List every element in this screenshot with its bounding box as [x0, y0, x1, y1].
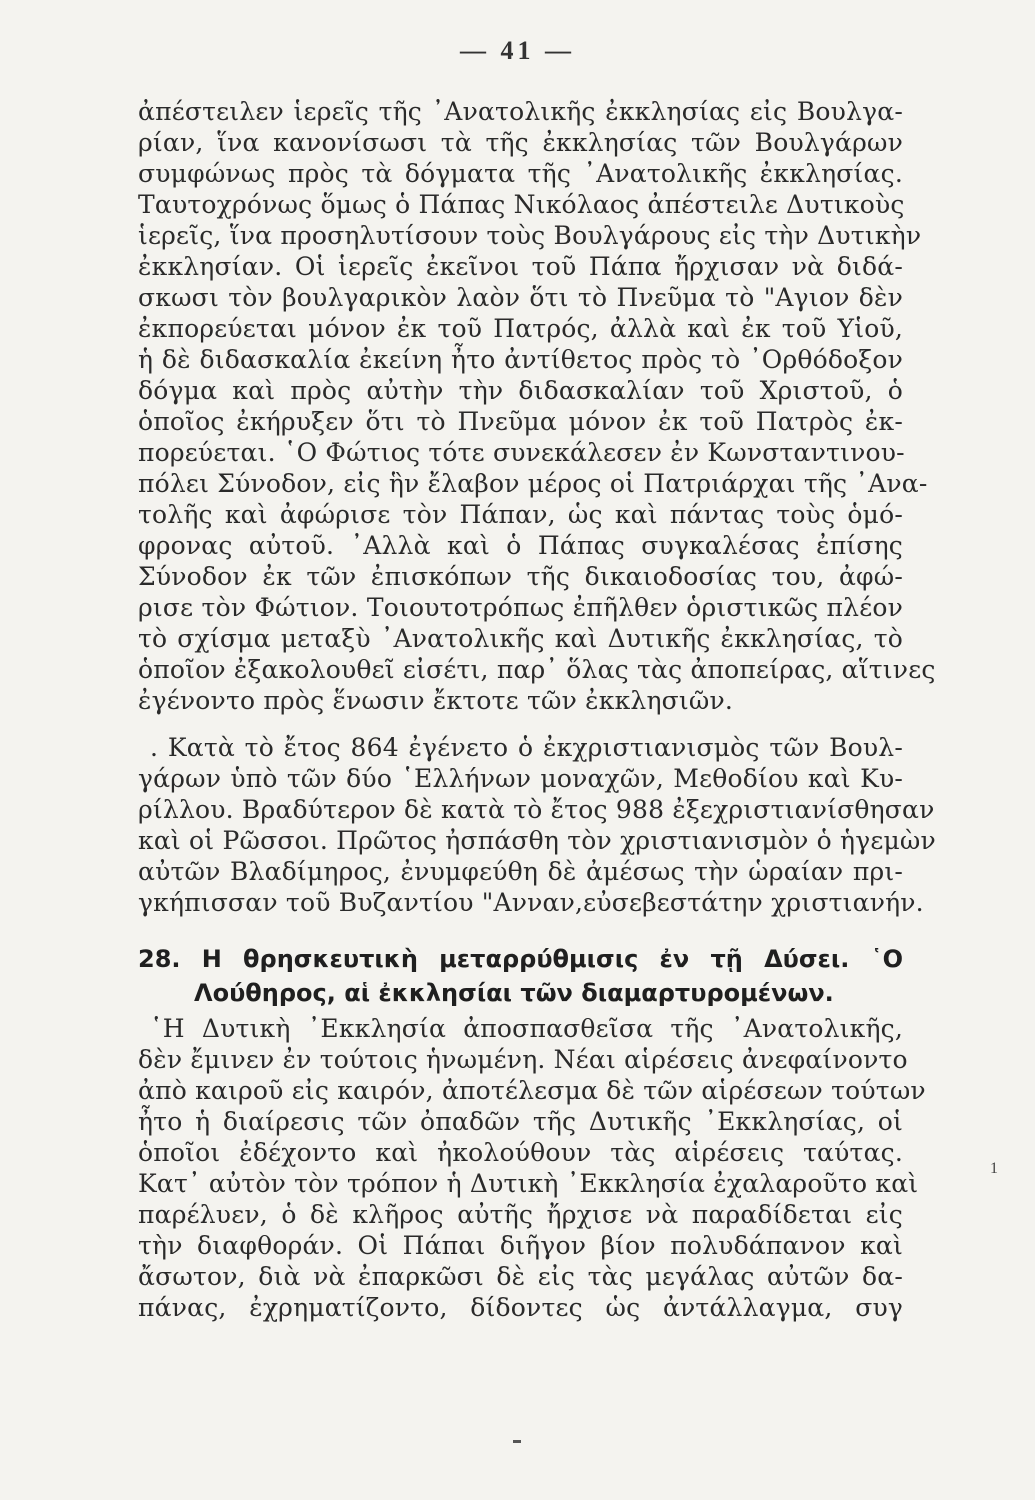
text-line: φρονας αὐτοῦ. ᾿Αλλὰ καὶ ὁ Πάπας συγκαλέσας ἐπίσης [138, 531, 903, 560]
text-line: γάρων ὑπὸ τῶν δύο ῾Ελλήνων μοναχῶν, Μεθοδίου καὶ Κυ- [138, 764, 903, 793]
text-line: σκωσι τὸν βουλγαρικὸν λαὸν ὅτι τὸ Πνεῦμα τὸ "Αγιον δὲν [138, 283, 903, 312]
text-line: Κατ᾿ αὐτὸν τὸν τρόπον ἡ Δυτικὴ ᾿Εκκλησία ἐχαλαροῦτο καὶ [138, 1169, 919, 1198]
text-line: ρισε τὸν Φώτιον. Τοιουτοτρόπως ἐπῆλθεν ὁριστικῶς πλέον [138, 593, 903, 622]
text-line: πόλει Σύνοδον, εἰς ἣν ἔλαβον μέρος οἱ Πατριάρχαι τῆς ᾿Ανα- [138, 469, 928, 498]
text-line: ῾Η Δυτικὴ ᾿Εκκλησία ἀποσπασθεῖσα τῆς ᾿Ανατολικῆς, [150, 1014, 903, 1043]
page-number: — 41 — [460, 36, 575, 65]
text-line: ἱερεῖς, ἵνα προσηλυτίσουν τοὺς Βουλγάρους εἰς τὴν Δυτικὴν [138, 221, 922, 250]
text-line: ἡ δὲ διδασκαλία ἐκείνη ἦτο ἀντίθετος πρὸς τὸ ᾿Ορθόδοξον [138, 345, 903, 374]
text-line: ἐκπορεύεται μόνον ἐκ τοῦ Πατρός, ἀλλὰ καὶ ἐκ τοῦ Υἱοῦ, [138, 314, 903, 343]
text-line: ἐκκλησίαν. Οἱ ἱερεῖς ἐκεῖνοι τοῦ Πάπα ἤρχισαν νὰ διδά- [138, 252, 903, 281]
text-line: πάνας, ἐχρηματίζοντο, δίδοντες ὡς ἀντάλλαγμα, συγ [138, 1293, 903, 1322]
text-line: ὁποῖος ἐκήρυξεν ὅτι τὸ Πνεῦμα μόνον ἐκ τοῦ Πατρὸς ἐκ- [138, 407, 903, 436]
text-line: τολῆς καὶ ἀφώρισε τὸν Πάπαν, ὡς καὶ πάντας τοὺς ὁμό- [138, 500, 903, 529]
section-title-line-2: Λούθηρος, αἱ ἐκκλησίαι τῶν διαμαρτυρομένων. [194, 979, 834, 1007]
paragraph-2 [138, 732, 936, 918]
text-line: ἀπὸ καιροῦ εἰς καιρόν, ἀποτέλεσμα δὲ τῶν αἱρέσεων τούτων [138, 1076, 926, 1105]
text-line: ἐγένοντο πρὸς ἕνωσιν ἔκτοτε τῶν ἐκκλησιῶν. [138, 686, 734, 715]
text-line: συμφώνως πρὸς τὰ δόγματα τῆς ᾿Ανατολικῆς ἐκκλησίας. [138, 159, 903, 188]
text-line: αὐτῶν Βλαδίμηρος, ἐνυμφεύθη δὲ ἀμέσως τὴν ὡραίαν πρι- [138, 857, 903, 886]
text-line: ἦτο ἡ διαίρεσις τῶν ὀπαδῶν τῆς Δυτικῆς ᾿Εκκλησίας, οἱ [138, 1107, 903, 1136]
text-line: . Κατὰ τὸ ἔτος 864 ἐγένετο ὁ ἐκχριστιανισμὸς τῶν Βουλ- [150, 733, 903, 762]
text-line: Ταυτοχρόνως ὅμως ὁ Πάπας Νικόλαος ἀπέστειλε Δυτικοὺς [138, 190, 905, 219]
text-line: τὴν διαφθοράν. Οἱ Πάπαι διῆγον βίον πολυδάπανον καὶ [138, 1231, 903, 1260]
section-title-line-1: Η θρησκευτικὴ μεταρρύθμισις ἐν τῇ Δύσει. ῾Ο [201, 945, 904, 973]
text-line: καὶ οἱ Ρῶσσοι. Πρῶτος ἠσπάσθη τὸν χριστιανισμὸν ὁ ἡγεμὼν [138, 826, 936, 855]
section-heading-line-1 [138, 942, 903, 976]
text-line: ὁποῖοι ἐδέχοντο καὶ ἠκολούθουν τὰς αἱρέσεις ταύτας. [138, 1138, 903, 1167]
text-line: δόγμα καὶ πρὸς αὐτὴν τὴν διδασκαλίαν τοῦ Χριστοῦ, ὁ [138, 376, 903, 405]
margin-mark: 1 [990, 1160, 998, 1177]
text-line: παρέλυεν, ὁ δὲ κλῆρος αὐτῆς ἤρχισε νὰ παραδίδεται εἰς [138, 1200, 903, 1229]
text-line: γκήπισσαν τοῦ Βυζαντίου "Ανναν,εὐσεβεστάτην χριστιανήν. [138, 888, 924, 917]
section-number: 28. [138, 945, 181, 973]
text-line: τὸ σχίσμα μεταξὺ ᾿Ανατολικῆς καὶ Δυτικῆς ἐκκλησίας, τὸ [138, 624, 903, 653]
text-line: ἀπέστειλεν ἱερεῖς τῆς ᾿Ανατολικῆς ἐκκλησίας εἰς Βουλγα- [138, 97, 903, 126]
text-line: πορεύεται. ῾Ο Φώτιος τότε συνεκάλεσεν ἐν Κωνσταντινου- [138, 438, 905, 467]
text-line: ἄσωτον, διὰ νὰ ἐπαρκῶσι δὲ εἰς τὰς μεγάλας αὐτῶν δα- [138, 1262, 903, 1291]
section-heading [138, 942, 903, 1010]
text-line: δὲν ἔμινεν ἐν τούτοις ἡνωμένη. Νέαι αἱρέσεις ἀνεφαίνοντο [138, 1045, 908, 1074]
text-line: ὁποῖον ἐξακολουθεῖ εἰσέτι, παρ᾿ ὅλας τὰς ἀποπείρας, αἵτινες [138, 655, 936, 684]
bottom-dash-mark [513, 1440, 521, 1443]
paragraph-3 [138, 1013, 926, 1323]
text-line: ρίαν, ἵνα κανονίσωσι τὰ τῆς ἐκκλησίας τῶν Βουλγάρων [138, 128, 903, 157]
text-line: Σύνοδον ἐκ τῶν ἐπισκόπων τῆς δικαιοδοσίας του, ἀφώ- [138, 562, 903, 591]
paragraph-1 [138, 96, 936, 716]
text-line: ρίλλου. Βραδύτερον δὲ κατὰ τὸ ἔτος 988 ἐξεχριστιανίσθησαν [138, 795, 935, 824]
